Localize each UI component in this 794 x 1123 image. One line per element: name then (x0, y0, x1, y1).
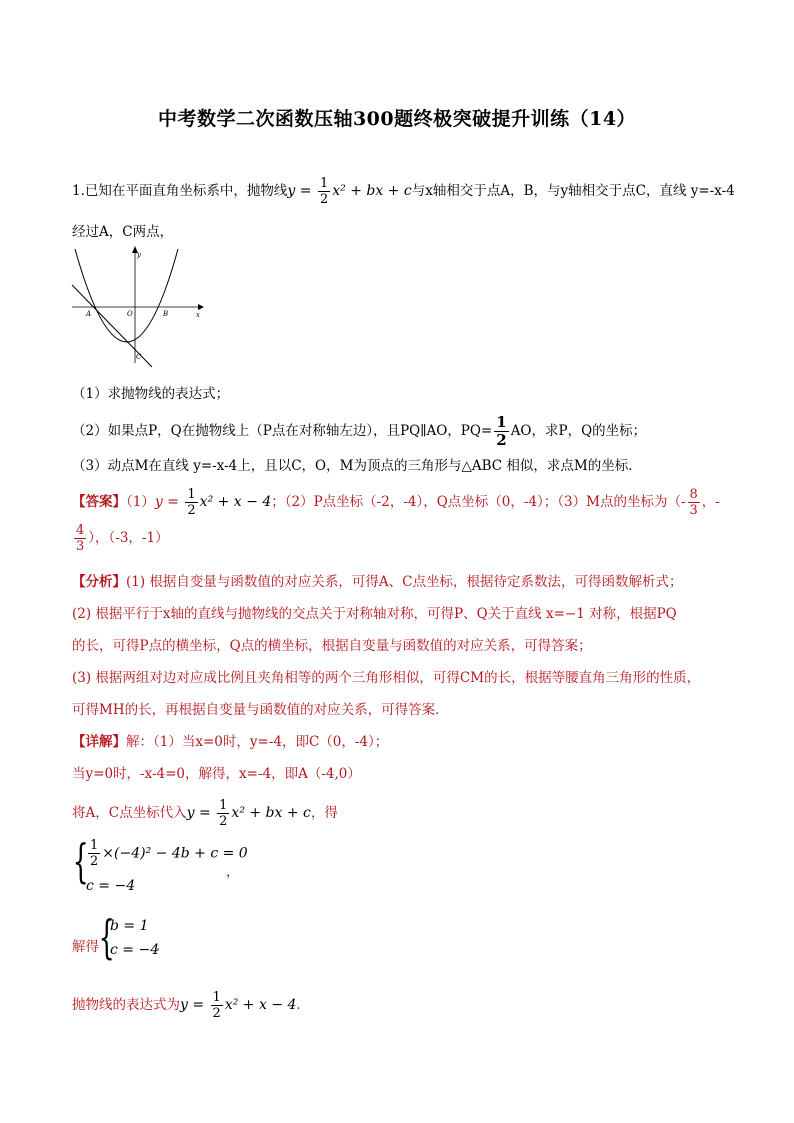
page-title: 中考数学二次函数压轴300题终极突破提升训练（14） (157, 108, 637, 130)
answer-tag: 【答案】 (72, 494, 126, 510)
problem-line-1: 1.已知在平面直角坐标系中，抛物线y = $\frac{1}{2}$ x² + bx + c与x轴相交于点A，B，与y轴相交于点C，直线 y=-x-4 (72, 176, 735, 207)
fraction-8-3: $\frac{8}{3}$ (689, 487, 698, 518)
detail-line-2: 当y=0时，-x-4=0，解得，x=-4，即A（-4,0） (72, 766, 361, 782)
analysis-line-4: (3) 根据两组对边对应成比例且夹角相等的两个三角形相似，可得CM的长，根据等腰直角三角形的性质， (72, 670, 701, 686)
label-c: C (136, 353, 142, 361)
label-a: A (86, 310, 92, 318)
x-axis-arrow (198, 304, 204, 310)
label-b: B (163, 310, 169, 318)
detail-line-1: 【详解】解：（1）当x=0时，y=-4，即C（0，-4）； (72, 734, 389, 750)
answer-line-1: 【答案】（1）y = $\frac{1}{2}$ x² + x − 4；（2）P点坐标（-2，-4），Q点坐标（0，-4）；（3）M点的坐标为（- $\frac{8}{3}$ ，- (72, 487, 720, 518)
analysis-line-3: 的长，可得P点的横坐标，Q点的横坐标，根据自变量与函数值的对应关系，可得答案； (72, 638, 592, 654)
solution-label: 解得 (72, 939, 99, 955)
analysis-line-2: (2) 根据平行于x轴的直线与抛物线的交点关于对称轴对称，可得P、Q关于直线 x=−1 对称，根据PQ (72, 606, 677, 622)
fraction-half: $\frac{1}{2}$ (319, 176, 329, 207)
label-x: x (196, 311, 200, 319)
problem-text: 与x轴相交于点A，B，与y轴相交于点C，直线 y=-x-4 (411, 183, 735, 199)
problem-line-2: 经过A，C两点， (72, 224, 174, 240)
parabola-figure (70, 245, 205, 370)
math-expression: x² + bx + c (332, 183, 412, 199)
fraction-4-3: $\frac{4}{3}$ (76, 523, 85, 554)
problem-text: 1.已知在平面直角坐标系中，抛物线 (72, 183, 288, 199)
fraction-half-bold: $\frac{1}{2}$ (496, 413, 507, 449)
math-y: y (287, 183, 296, 199)
question-2: （2）如果点P，Q在抛物线上（P点在对称轴左边），且PQ∥AO，PQ= $\frac{1}{2}$ AO，求P，Q的坐标； (72, 413, 647, 449)
label-o: O (127, 310, 133, 318)
parabola-curve (75, 249, 178, 342)
fraction-half: $\frac{1}{2}$ (187, 487, 196, 518)
detail-line-3: 将A，C点坐标代入y = $\frac{1}{2}$ x² + bx + c，得 (72, 798, 338, 829)
answer-line-2: $\frac{4}{3}$ ），（-3，-1） (76, 523, 169, 554)
question-3: （3）动点M在直线 y=-x-4上，且以C，O，M为顶点的三角形与△ABC 相似，求点M的坐标． (72, 458, 642, 474)
label-y: y (137, 251, 141, 259)
question-1: （1）求抛物线的表达式； (72, 386, 230, 402)
analysis-line-5: 可得MH的长，再根据自变量与函数值的对应关系，可得答案． (72, 702, 449, 718)
analysis-line-1: 【分析】(1) 根据自变量与函数值的对应关系，可得A、C点坐标，根据待定系数法，可得函数解析式； (72, 574, 683, 590)
detail-conclusion: 抛物线的表达式为y = $\frac{1}{2}$ x² + x − 4． (72, 990, 310, 1021)
